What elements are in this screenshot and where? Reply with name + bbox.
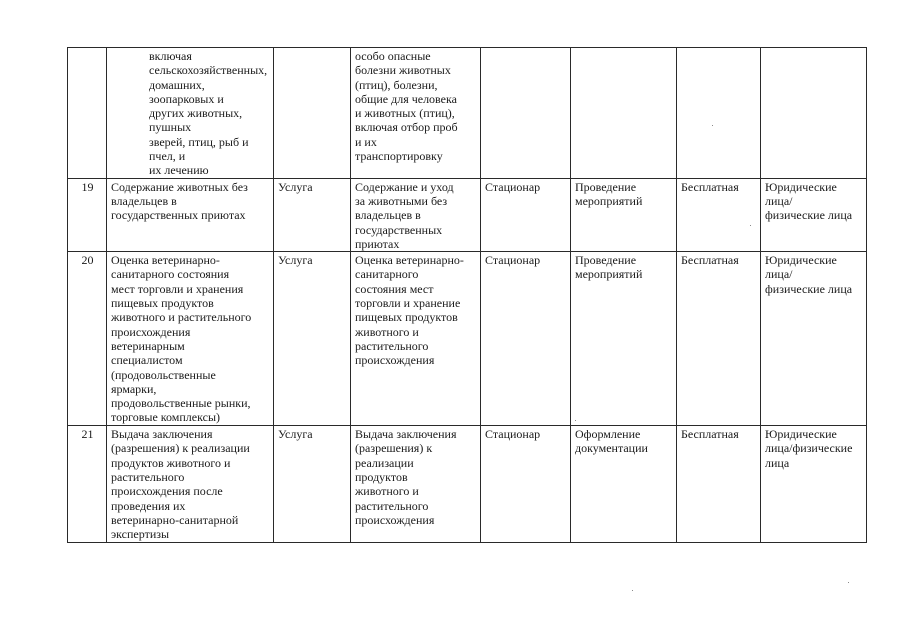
scan-speck [750, 225, 751, 226]
service-description-cell: особо опасные болезни животных (птиц), болезни, общие для человека и животных (птиц), включая отбор проб и их транспортировку [351, 48, 481, 179]
recipients-cell [761, 48, 867, 179]
service-form-cell [481, 48, 571, 179]
services-table [67, 47, 867, 543]
service-form-cell: Стационар [481, 426, 571, 542]
service-form-cell: Стационар [481, 252, 571, 426]
payment-cell: Бесплатная [677, 252, 761, 426]
scan-speck [712, 125, 713, 126]
service-description-cell: Оценка ветеринарно- санитарного состояния мест торговли и хранение пищевых продуктов животного и растительного происхождения [351, 252, 481, 426]
payment-cell: Бесплатная [677, 178, 761, 251]
row-number-cell: 20 [68, 252, 107, 426]
service-description-cell: Выдача заключения (разрешения) к реализации продуктов животного и растительного происхождения [351, 426, 481, 542]
payment-cell: Бесплатная [677, 426, 761, 542]
service-name-cell: Содержание животных без владельцев в государственных приютах [107, 178, 274, 251]
table-row [68, 178, 867, 251]
service-type-cell: Услуга [274, 178, 351, 251]
recipients-cell: Юридические лица/ физические лица [761, 178, 867, 251]
service-name-cell: Выдача заключения (разрешения) к реализации продуктов животного и растительного происхождения после проведения их ветеринарно-санитарной экспертизы [107, 426, 274, 542]
activity-cell: Проведение мероприятий [571, 252, 677, 426]
service-form-cell: Стационар [481, 178, 571, 251]
table-row [68, 252, 867, 426]
scan-speck [848, 582, 849, 583]
service-name-cell: включая сельскохозяйственных, домашних, зоопарковых и других животных, пушных зверей, птиц, рыб и пчел, и их лечению [107, 48, 274, 179]
service-description-cell: Содержание и уход за животными без владельцев в государственных приютах [351, 178, 481, 251]
activity-cell [571, 48, 677, 179]
service-name-cell: Оценка ветеринарно- санитарного состояния мест торговли и хранения пищевых продуктов животного и растительного происхождения ветеринарным специалистом (продовольственные ярмарки, продовольственные рынки, торговые комплексы) [107, 252, 274, 426]
activity-cell: Проведение мероприятий [571, 178, 677, 251]
row-number-cell: 21 [68, 426, 107, 542]
recipients-cell: Юридические лица/ физические лица [761, 252, 867, 426]
row-number-cell [68, 48, 107, 179]
activity-cell: Оформление документации [571, 426, 677, 542]
table-row [68, 426, 867, 542]
payment-cell [677, 48, 761, 179]
recipients-cell: Юридические лица/физические лица [761, 426, 867, 542]
service-type-cell: Услуга [274, 426, 351, 542]
table-row [68, 48, 867, 179]
scan-speck [632, 590, 633, 591]
service-type-cell: Услуга [274, 252, 351, 426]
service-type-cell [274, 48, 351, 179]
scan-speck [575, 420, 576, 421]
row-number-cell: 19 [68, 178, 107, 251]
